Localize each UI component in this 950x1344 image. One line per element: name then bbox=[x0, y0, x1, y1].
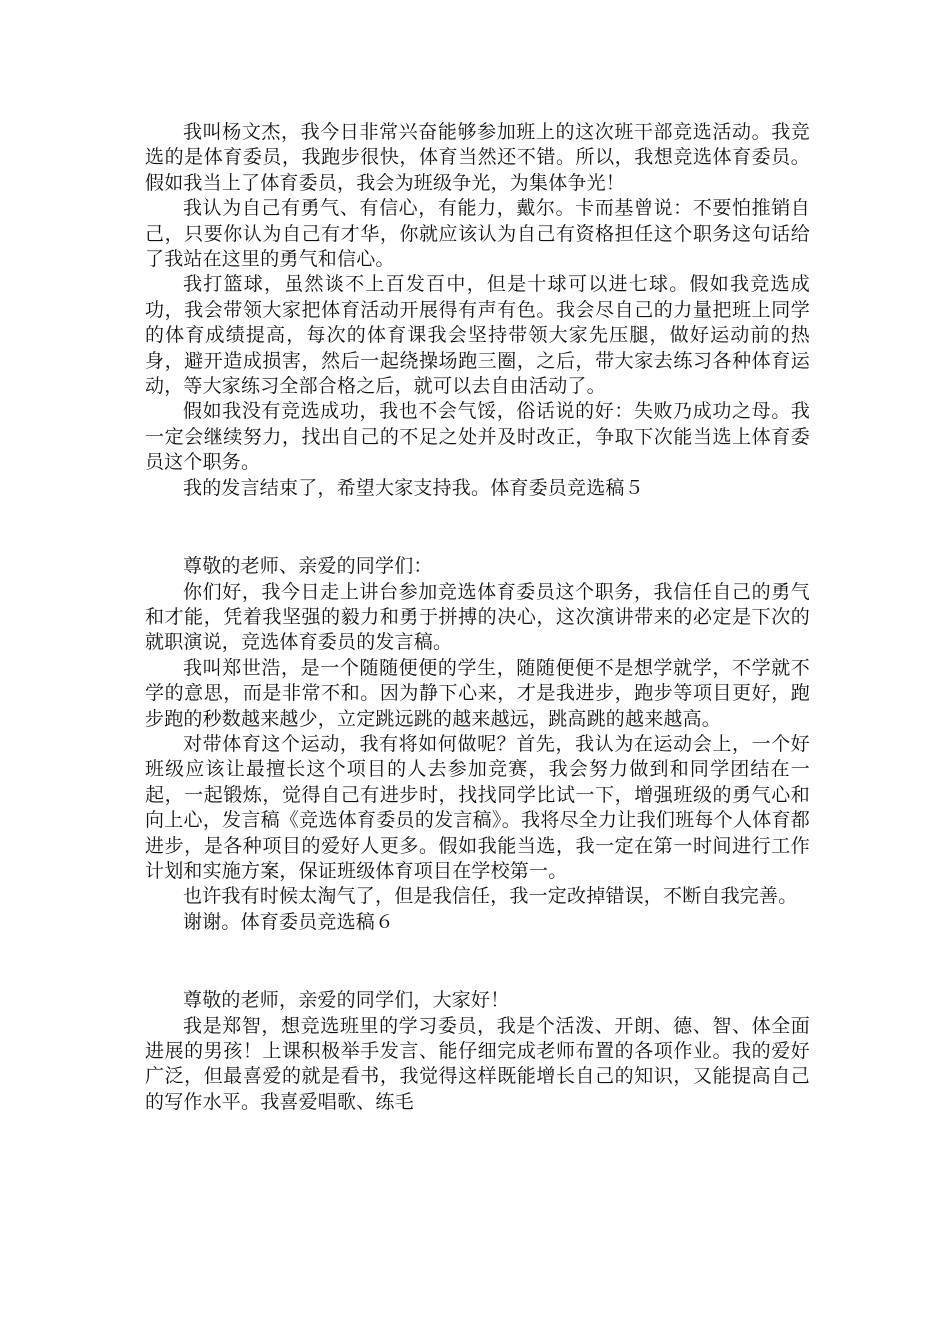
paragraph-8: 我叫郑世浩，是一个随随便便的学生，随随便便不是想学就学，不学就不学的意思，而是非常不和。因为静下心来，才是我进步，跑步等项目更好，跑步跑的秒数越来越少，立定跳远跳的越来越远，跳高跳的越来越高。 bbox=[145, 656, 810, 730]
paragraph-4: 假如我没有竞选成功，我也不会气馁，俗话说的好：失败乃成功之母。我一定会继续努力，找出自己的不足之处并及时改正，争取下次能当选上体育委员这个职务。 bbox=[145, 400, 810, 474]
paragraph-13: 我是郑智，想竞选班里的学习委员，我是个活泼、开朗、德、智、体全面进展的男孩！上课积极举手发言、能仔细完成老师布置的各项作业。我的爱好广泛，但最喜爱的就是看书，我觉得这样既能增长自己的知识，又能提高自己的写作水平。我喜爱唱歌、练毛 bbox=[145, 1014, 810, 1113]
section-gap bbox=[145, 935, 810, 988]
paragraph-2: 我认为自己有勇气、有信心，有能力，戴尔。卡而基曾说：不要怕推销自己，只要你认为自己有才华，你就应该认为自己有资格担任这个职务这句话给了我站在这里的勇气和信心。 bbox=[145, 197, 810, 271]
paragraph-7: 你们好，我今日走上讲台参加竞选体育委员这个职务，我信任自己的勇气和才能，凭着我坚强的毅力和勇于拼搏的决心，这次演讲带来的必定是下次的就职演说，竞选体育委员的发言稿。 bbox=[145, 580, 810, 654]
paragraph-9: 对带体育这个运动，我有将如何做呢？首先，我认为在运动会上，一个好班级应该让最擅长这个项目的人去参加竞赛，我会努力做到和同学团结在一起，一起锻炼，觉得自己有进步时，找找同学比试一下，增强班级的勇气心和向上心，发言稿《竞选体育委员的发言稿》。我将尽全力让我们班每个人体育都进步，是各种项目的爱好人更多。假如我能当选，我一定在第一时间进行工作计划和实施方案，保证班级体育项目在学校第一。 bbox=[145, 732, 810, 882]
paragraph-10: 也许我有时候太淘气了，但是我信任，我一定改掉错误，不断自我完善。 bbox=[183, 885, 798, 908]
paragraph-1: 我叫杨文杰，我今日非常兴奋能够参加班上的这次班干部竞选活动。我竞选的是体育委员，我跑步很快，体育当然还不错。所以，我想竞选体育委员。假如我当上了体育委员，我会为班级争光，为集体争光！ bbox=[145, 121, 810, 194]
section-gap bbox=[145, 501, 810, 554]
paragraph-12: 尊敬的老师，亲爱的同学们，大家好！ bbox=[183, 989, 510, 1012]
paragraph-6: 尊敬的老师、亲爱的同学们： bbox=[183, 555, 433, 578]
paragraph-11: 谢谢。体育委员竞选稿６ bbox=[183, 910, 395, 933]
document-body bbox=[145, 120, 810, 1115]
paragraph-3: 我打篮球，虽然谈不上百发百中，但是十球可以进七球。假如我竞选成功，我会带领大家把体育活动开展得有声有色。我会尽自己的力量把班上同学的体育成绩提高，每次的体育课我会坚持带领大家先压腿，做好运动前的热身，避开造成损害，然后一起绕操场跑三圈，之后，带大家去练习各种体育运动，等大家练习全部合格之后，就可以去自由活动了。 bbox=[145, 273, 810, 398]
paragraph-5: 我的发言结束了，希望大家支持我。体育委员竞选稿５ bbox=[183, 476, 644, 499]
